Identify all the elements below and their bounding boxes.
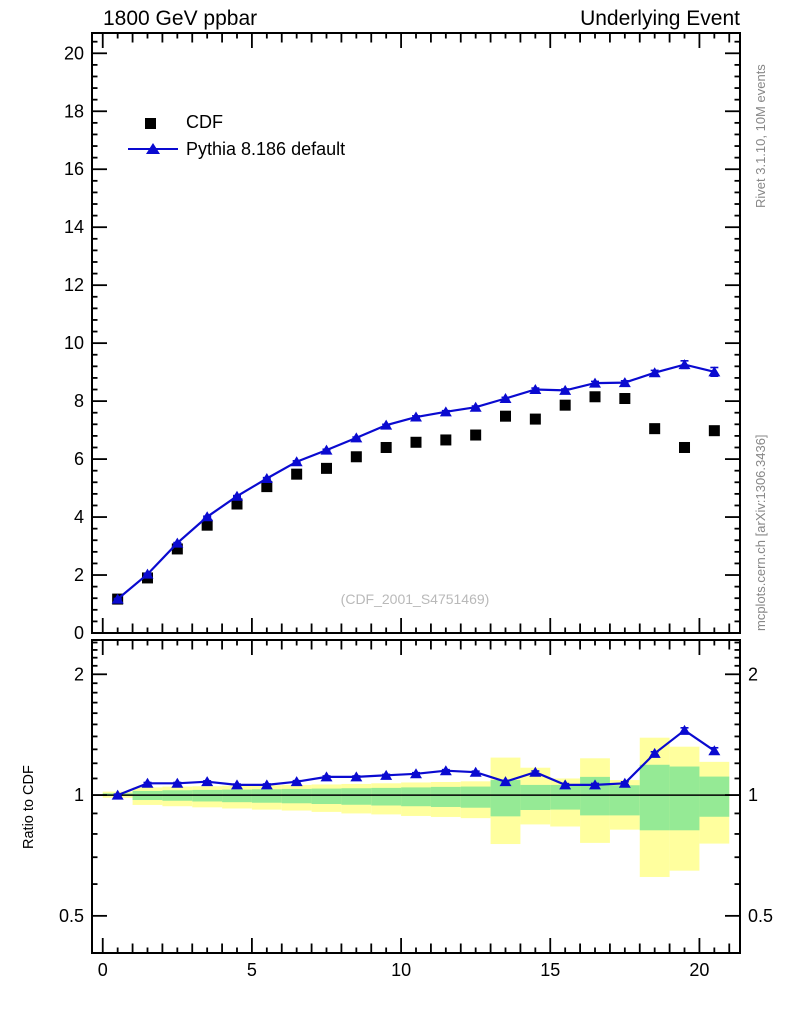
green-band-bin bbox=[252, 789, 282, 802]
green-band-bin bbox=[699, 777, 729, 817]
ratio-axis-label: Ratio to CDF bbox=[21, 765, 37, 849]
main-ytick-label: 16 bbox=[63, 159, 84, 180]
pythia-data-point bbox=[261, 473, 273, 483]
cdf-data-point bbox=[560, 400, 571, 411]
main-ytick-label: 14 bbox=[63, 217, 84, 238]
legend-label-cdf: CDF bbox=[186, 112, 223, 132]
xtick-label: 5 bbox=[246, 960, 257, 980]
main-ytick-label: 0 bbox=[73, 623, 84, 643]
ratio-ytick-label-right: 1 bbox=[748, 785, 759, 806]
main-ytick-label: 10 bbox=[63, 333, 84, 354]
xtick-label: 0 bbox=[97, 960, 108, 980]
green-band-bin bbox=[401, 787, 431, 806]
main-ytick-label: 18 bbox=[63, 101, 84, 122]
green-band-bin bbox=[341, 788, 371, 805]
green-band-bin bbox=[282, 789, 312, 803]
xtick-label: 15 bbox=[540, 960, 561, 980]
cdf-data-point bbox=[381, 442, 392, 453]
cdf-data-point bbox=[470, 430, 481, 441]
cdf-data-point bbox=[709, 425, 720, 436]
pythia-legend-triangle-icon bbox=[146, 143, 160, 154]
main-ytick-label: 6 bbox=[73, 449, 84, 470]
main-ytick-label: 4 bbox=[73, 507, 84, 528]
cdf-data-point bbox=[321, 463, 332, 474]
green-band-bin bbox=[610, 785, 640, 815]
green-band-bin bbox=[520, 785, 550, 810]
green-band-bin bbox=[670, 767, 700, 831]
green-band-bin bbox=[431, 787, 461, 807]
ratio-data-point bbox=[679, 725, 691, 735]
cdf-legend-square-icon bbox=[145, 118, 156, 129]
analysis-id-watermark: (CDF_2001_S4751469) bbox=[340, 591, 490, 607]
pythia-data-point bbox=[350, 432, 362, 442]
rivet-version-note: Rivet 3.1.10, 10M events bbox=[753, 64, 768, 208]
cdf-data-point bbox=[411, 437, 422, 448]
cdf-data-point bbox=[649, 423, 660, 434]
cdf-data-point bbox=[590, 391, 601, 402]
cdf-data-point bbox=[500, 411, 511, 422]
green-band-bin bbox=[640, 765, 670, 831]
main-ytick-label: 8 bbox=[73, 391, 84, 412]
mcplots-arxiv-note: mcplots.cern.ch [arXiv:1306.3436] bbox=[753, 434, 768, 631]
legend-label-pythia: Pythia 8.186 default bbox=[186, 139, 346, 159]
xtick-label: 10 bbox=[391, 960, 412, 980]
cdf-data-point bbox=[351, 451, 362, 462]
cdf-data-point bbox=[679, 442, 690, 453]
main-ytick-label: 2 bbox=[73, 565, 84, 586]
green-band-bin bbox=[461, 787, 491, 808]
ratio-ytick-label-left: 1 bbox=[73, 785, 84, 806]
green-band-bin bbox=[222, 790, 252, 803]
ratio-ytick-label-right: 0.5 bbox=[748, 905, 774, 926]
cdf-series bbox=[112, 391, 720, 604]
ratio-ytick-label-left: 0.5 bbox=[58, 905, 84, 926]
cdf-data-point bbox=[291, 469, 302, 480]
cdf-data-point bbox=[530, 414, 541, 425]
cdf-data-point bbox=[440, 434, 451, 445]
pythia-data-point bbox=[231, 491, 243, 501]
ratio-ytick-label-left: 2 bbox=[73, 664, 84, 685]
observable-title: Underlying Event bbox=[580, 7, 740, 30]
xtick-label: 20 bbox=[689, 960, 710, 980]
beam-energy-title: 1800 GeV ppbar bbox=[103, 7, 258, 30]
pythia-data-point bbox=[679, 359, 691, 369]
main-ytick-label: 12 bbox=[63, 275, 84, 296]
green-band-bin bbox=[312, 789, 342, 804]
pythia-data-point bbox=[320, 445, 332, 455]
main-ytick-label: 20 bbox=[63, 43, 84, 64]
cdf-data-point bbox=[619, 393, 630, 404]
ratio-ytick-label-right: 2 bbox=[748, 664, 759, 685]
green-band-bin bbox=[371, 788, 401, 806]
